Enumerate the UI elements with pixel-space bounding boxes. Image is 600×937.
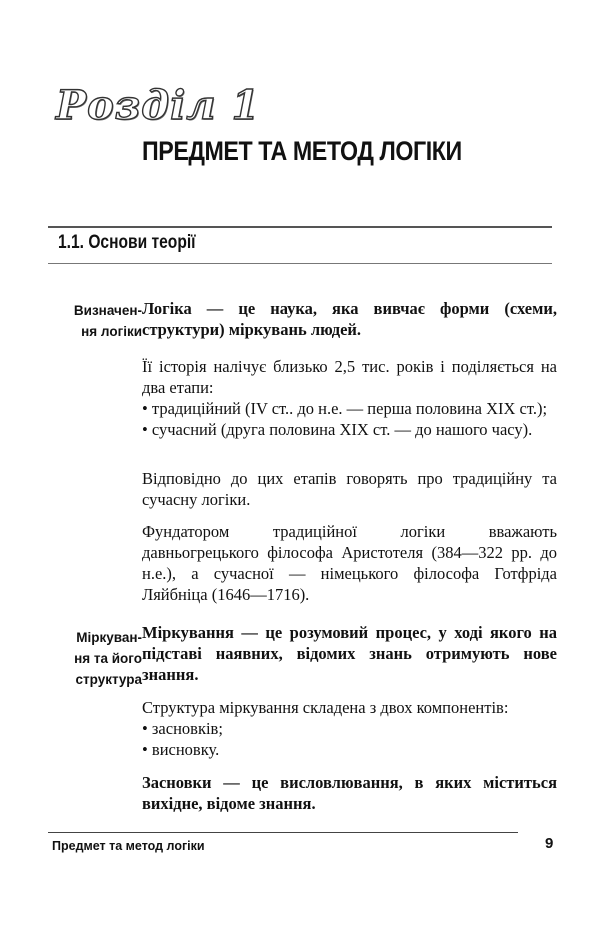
list-item: • засновків; (142, 718, 557, 739)
history-stages-list (142, 398, 557, 440)
footer-rule (48, 832, 518, 833)
section-rule-bottom (48, 263, 552, 264)
margin-note-logic-definition: Визначен- ня логіки (73, 303, 142, 339)
chapter-title: ПРЕДМЕТ ТА МЕТОД ЛОГІКИ (142, 136, 462, 166)
reasoning-definition: Міркування — це розумовий процес, у ході якого на підставі наявних, відомих знань отримують нове знання. (142, 623, 557, 684)
premises-definition: Засновки — це висловлювання, в яких міститься вихідне, відоме знання. (142, 773, 557, 813)
structure-intro: Структура міркування складена з двох компонентів: (142, 698, 509, 717)
list-item: • традиційний (IV ст.. до н.е. — перша половина XIX ст.); (142, 398, 557, 419)
section-title: 1.1. Основи теорії (58, 232, 196, 253)
stages-note: Відповідно до цих етапів говорять про традиційну та сучасну логіки. (142, 469, 557, 509)
history-block (142, 356, 557, 440)
margin-note-reasoning-structure: Міркуван- ня та його структура (74, 630, 142, 687)
founders-paragraph: Фундатором традиційної логіки вважають давньогрецького філософа Аристотеля (384—322 рр. до н.е.), а сучасної — німецького філософа Готфріда Ляйбніца (1646—1716). (142, 522, 557, 604)
page-number: 9 (545, 835, 554, 852)
structure-block (142, 697, 557, 760)
history-intro: Її історія налічує близько 2,5 тис. років і поділяється на два етапи: (142, 357, 557, 397)
section-rule-top (48, 226, 552, 228)
chapter-label: Розділ 1 (56, 82, 261, 129)
structure-components-list (142, 718, 557, 760)
footer-title: Предмет та метод логіки (52, 839, 205, 853)
list-item: • сучасний (друга половина XIX ст. — до нашого часу). (142, 419, 557, 440)
list-item: • висновку. (142, 739, 557, 760)
logic-definition: Логіка — це наука, яка вивчає форми (схеми, структури) міркувань людей. (142, 299, 557, 339)
